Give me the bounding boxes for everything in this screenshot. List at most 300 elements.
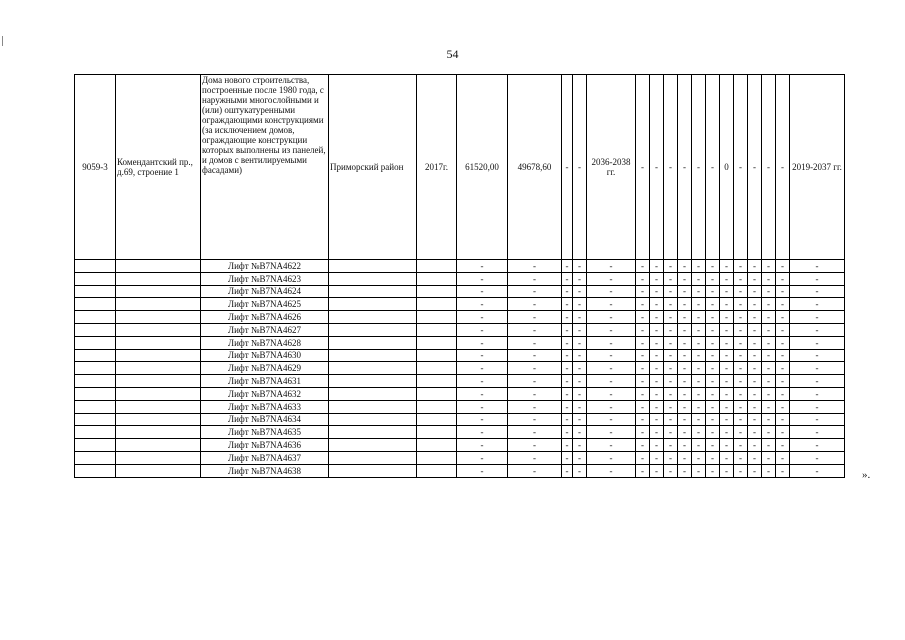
empty-cell: [116, 272, 201, 285]
empty-cell: [75, 323, 116, 336]
empty-cell: [116, 349, 201, 362]
dash-cell: -: [508, 451, 562, 464]
dash-cell: -: [508, 439, 562, 452]
dash-cell: -: [587, 375, 636, 388]
dash-cell: -: [562, 426, 573, 439]
empty-cell: [75, 285, 116, 298]
dash-cell: -: [587, 260, 636, 273]
total-area: 61520,00: [457, 75, 508, 260]
dash-cell: -: [692, 336, 706, 349]
dash-cell: -: [776, 464, 790, 477]
dash-cell: -: [650, 323, 664, 336]
dash-cell: -: [748, 451, 762, 464]
dash-cell: -: [562, 387, 573, 400]
dash-cell: -: [706, 439, 720, 452]
dash-cell: -: [587, 336, 636, 349]
dash-cell: -: [762, 272, 776, 285]
dash-cell: -: [762, 260, 776, 273]
dash-cell: -: [678, 464, 692, 477]
dash-cell: -: [508, 323, 562, 336]
dash-cell: -: [587, 439, 636, 452]
dash-cell: -: [706, 272, 720, 285]
dash-cell: -: [573, 349, 587, 362]
dash-cell: -: [762, 323, 776, 336]
dash-cell: -: [587, 400, 636, 413]
dash-cell: -: [776, 387, 790, 400]
lift-name: Лифт №B7NA4625: [201, 298, 329, 311]
dash-cell: -: [678, 349, 692, 362]
lift-name: Лифт №B7NA4623: [201, 272, 329, 285]
lift-name: Лифт №B7NA4622: [201, 260, 329, 273]
lift-row: [75, 298, 845, 311]
dash-cell: -: [457, 400, 508, 413]
dash-cell: -: [762, 464, 776, 477]
dash-cell: -: [692, 272, 706, 285]
dash-cell: -: [734, 260, 748, 273]
dash-cell: -: [762, 362, 776, 375]
dash-cell: -: [587, 426, 636, 439]
empty-cell: [116, 285, 201, 298]
dash-cell: -: [678, 336, 692, 349]
dash-cell: -: [562, 413, 573, 426]
lift-row: [75, 426, 845, 439]
dash-cell: -: [692, 285, 706, 298]
dash-cell: -: [706, 260, 720, 273]
empty-cell: [75, 349, 116, 362]
dash-cell: -: [692, 464, 706, 477]
lift-name: Лифт №B7NA4636: [201, 439, 329, 452]
dash-cell: -: [573, 311, 587, 324]
page-number: 54: [446, 47, 459, 61]
dash-cell: -: [720, 464, 734, 477]
empty-cell: [75, 464, 116, 477]
dash-cell: -: [776, 285, 790, 298]
building-description: Дома нового строительства, построенные после 1980 года, с наружными многослойными и (или) оштукатуренными ограждающими конструкциями (за исключением домов, ограждающие конструкции которых выполнены из панелей, и домов с вентилируемыми фасадами): [201, 75, 329, 260]
lift-row: [75, 260, 845, 273]
lift-name: Лифт №B7NA4633: [201, 400, 329, 413]
dash-cell: -: [650, 400, 664, 413]
dash-cell: -: [562, 298, 573, 311]
empty-cell: [417, 285, 457, 298]
dash-cell: -: [457, 464, 508, 477]
empty-cell: [329, 323, 417, 336]
dash-cell: -: [678, 439, 692, 452]
dash-cell: -: [790, 400, 845, 413]
dash-cell: -: [776, 426, 790, 439]
dash-cell: -: [706, 387, 720, 400]
dash-cell: -: [748, 387, 762, 400]
dash-cell: -: [678, 375, 692, 388]
dash-cell: -: [734, 272, 748, 285]
dash-cell: -: [457, 451, 508, 464]
empty-cell: [329, 260, 417, 273]
empty-cell: [329, 413, 417, 426]
dash-cell: -: [734, 323, 748, 336]
dash-cell: -: [508, 311, 562, 324]
dash-cell: -: [650, 375, 664, 388]
dash-cell: -: [720, 451, 734, 464]
dash-cell: -: [573, 375, 587, 388]
dash-cell: -: [748, 323, 762, 336]
dash-cell: -: [562, 362, 573, 375]
dash-cell: -: [678, 451, 692, 464]
dash-cell: -: [790, 285, 845, 298]
empty-cell: [116, 362, 201, 375]
dash-cell: -: [664, 285, 678, 298]
service-cell: -: [692, 75, 706, 260]
dash-cell: -: [776, 260, 790, 273]
service-cell: -: [664, 75, 678, 260]
dash-cell: -: [790, 311, 845, 324]
dash-cell: -: [706, 298, 720, 311]
dash-cell: -: [720, 323, 734, 336]
building-id: 9059-3: [75, 75, 116, 260]
dash-cell: -: [573, 362, 587, 375]
empty-cell: [329, 311, 417, 324]
lift-row: [75, 323, 845, 336]
dash-cell: -: [664, 464, 678, 477]
dash-cell: -: [678, 413, 692, 426]
lift-row: [75, 349, 845, 362]
lift-row: [75, 387, 845, 400]
lift-row: [75, 400, 845, 413]
empty-cell: [116, 413, 201, 426]
empty-cell: [116, 323, 201, 336]
dash-cell: -: [734, 439, 748, 452]
empty-cell: [417, 260, 457, 273]
dash-cell: -: [650, 285, 664, 298]
dash-cell: -: [664, 336, 678, 349]
building-year: 2017г.: [417, 75, 457, 260]
service-cell: -: [678, 75, 692, 260]
empty-cell: [417, 298, 457, 311]
empty-cell: [116, 311, 201, 324]
building-row: [75, 75, 845, 260]
dash-cell: -: [720, 387, 734, 400]
empty-cell: [329, 439, 417, 452]
dash-cell: -: [562, 349, 573, 362]
dash-cell: -: [457, 323, 508, 336]
dash-cell: -: [636, 285, 650, 298]
dash-cell: -: [457, 362, 508, 375]
lift-row: [75, 336, 845, 349]
dash-cell: -: [776, 375, 790, 388]
dash-cell: -: [790, 349, 845, 362]
lift-name: Лифт №B7NA4624: [201, 285, 329, 298]
empty-cell: [417, 272, 457, 285]
dash-cell: -: [573, 387, 587, 400]
empty-cell: [75, 426, 116, 439]
dash-cell: -: [748, 311, 762, 324]
dash-cell: -: [790, 439, 845, 452]
dash-cell: -: [457, 387, 508, 400]
lift-row: [75, 272, 845, 285]
dash-cell: -: [790, 362, 845, 375]
dash-cell: -: [762, 298, 776, 311]
dash-cell: -: [508, 375, 562, 388]
dash-cell: -: [650, 298, 664, 311]
dash-cell: -: [692, 311, 706, 324]
dash-cell: -: [636, 387, 650, 400]
dash-cell: -: [720, 375, 734, 388]
dash-cell: -: [457, 311, 508, 324]
dash-cell: -: [776, 451, 790, 464]
lift-name: Лифт №B7NA4630: [201, 349, 329, 362]
lift-name: Лифт №B7NA4626: [201, 311, 329, 324]
dash-cell: -: [650, 349, 664, 362]
lift-row: [75, 285, 845, 298]
dash-cell: -: [734, 285, 748, 298]
empty-cell: [329, 464, 417, 477]
dash-cell: -: [734, 413, 748, 426]
lift-row: [75, 375, 845, 388]
dash-cell: -: [562, 400, 573, 413]
dash-cell: -: [776, 311, 790, 324]
dash-cell: -: [678, 323, 692, 336]
lift-row: [75, 464, 845, 477]
dash-cell: -: [776, 349, 790, 362]
service-cell: -: [762, 75, 776, 260]
dash-cell: -: [720, 285, 734, 298]
dash-cell: -: [790, 260, 845, 273]
empty-cell: [417, 349, 457, 362]
dash-cell: -: [720, 272, 734, 285]
dash-cell: -: [636, 311, 650, 324]
dash-cell: -: [573, 285, 587, 298]
empty-cell: [116, 375, 201, 388]
dash-cell: -: [508, 336, 562, 349]
empty-cell: [75, 311, 116, 324]
empty-cell: [116, 260, 201, 273]
dash-cell: -: [562, 285, 573, 298]
dash-cell: -: [636, 451, 650, 464]
dash-cell: -: [678, 298, 692, 311]
dash-cell: -: [664, 298, 678, 311]
empty-cell: [329, 375, 417, 388]
dash-cell: -: [457, 375, 508, 388]
dash-cell: -: [508, 260, 562, 273]
dash-cell: -: [720, 260, 734, 273]
dash-cell: -: [562, 311, 573, 324]
lift-name: Лифт №B7NA4632: [201, 387, 329, 400]
empty-cell: [329, 362, 417, 375]
dash-cell: -: [573, 336, 587, 349]
lift-name: Лифт №B7NA4637: [201, 451, 329, 464]
dash-cell: -: [562, 439, 573, 452]
dash-cell: -: [587, 387, 636, 400]
dash-cell: -: [776, 400, 790, 413]
dash-cell: -: [720, 336, 734, 349]
dash-cell: -: [748, 260, 762, 273]
dash-cell: -: [776, 336, 790, 349]
dash-cell: -: [734, 426, 748, 439]
dash-cell: -: [664, 400, 678, 413]
dash-cell: -: [562, 260, 573, 273]
dash-cell: -: [457, 260, 508, 273]
dash-cell: -: [457, 336, 508, 349]
lift-name: Лифт №B7NA4635: [201, 426, 329, 439]
dash-cell: -: [706, 375, 720, 388]
dash-cell: -: [573, 413, 587, 426]
dash-cell: -: [664, 451, 678, 464]
dash-cell: -: [650, 439, 664, 452]
dash-cell: -: [587, 298, 636, 311]
empty-cell: [75, 400, 116, 413]
dash-cell: -: [650, 387, 664, 400]
dash-cell: -: [650, 260, 664, 273]
dash-cell: -: [748, 336, 762, 349]
dash-cell: -: [508, 298, 562, 311]
dash-cell: -: [457, 439, 508, 452]
service-cell: -: [636, 75, 650, 260]
dash-cell: -: [692, 439, 706, 452]
dash-cell: -: [562, 323, 573, 336]
dash-cell: -: [776, 323, 790, 336]
dash-cell: -: [573, 298, 587, 311]
lift-name: Лифт №B7NA4631: [201, 375, 329, 388]
dash-cell: -: [720, 413, 734, 426]
dash-cell: -: [508, 464, 562, 477]
empty-cell: [116, 298, 201, 311]
dash-cell: -: [678, 362, 692, 375]
dash-cell: -: [636, 336, 650, 349]
dash-cell: -: [664, 323, 678, 336]
empty-cell: [116, 400, 201, 413]
empty-cell: [417, 387, 457, 400]
dash-cell: -: [706, 464, 720, 477]
dash-cell: -: [508, 400, 562, 413]
dash-cell: -: [573, 439, 587, 452]
dash-cell: -: [508, 426, 562, 439]
dash-cell: -: [762, 400, 776, 413]
empty-cell: [116, 387, 201, 400]
dash-cell: -: [734, 375, 748, 388]
dash-cell: -: [748, 426, 762, 439]
scan-margin-mark: [2, 36, 3, 46]
dash-cell: -: [706, 336, 720, 349]
dash-cell: -: [457, 298, 508, 311]
lift-name: Лифт №B7NA4628: [201, 336, 329, 349]
dash-cell: -: [720, 400, 734, 413]
empty-cell: [329, 426, 417, 439]
dash-cell: -: [776, 298, 790, 311]
dash-cell: -: [562, 272, 573, 285]
dash-cell: -: [636, 298, 650, 311]
dash-cell: -: [562, 451, 573, 464]
repair-period: 2036-2038 гг.: [587, 75, 636, 260]
dash-cell: -: [790, 451, 845, 464]
dash-cell: -: [636, 272, 650, 285]
service-cell: 0: [720, 75, 734, 260]
dash-cell: -: [508, 285, 562, 298]
dash-cell: -: [776, 413, 790, 426]
dash-cell: -: [664, 311, 678, 324]
dash-cell: -: [734, 400, 748, 413]
dash-cell: -: [457, 349, 508, 362]
dash-cell: -: [573, 272, 587, 285]
empty-cell: [329, 298, 417, 311]
dash-cell: -: [636, 349, 650, 362]
dash-cell: -: [734, 464, 748, 477]
dash-cell: -: [748, 439, 762, 452]
dash-cell: -: [762, 375, 776, 388]
dash-cell: -: [587, 362, 636, 375]
dash-cell: -: [678, 311, 692, 324]
empty-cell: [75, 336, 116, 349]
dash-cell: -: [587, 285, 636, 298]
empty-cell: [75, 451, 116, 464]
dash-cell: -: [678, 426, 692, 439]
building-district: Приморский район: [329, 75, 417, 260]
dash-cell: -: [636, 413, 650, 426]
dash-cell: -: [650, 336, 664, 349]
dash-cell: -: [706, 311, 720, 324]
dash-cell: -: [720, 349, 734, 362]
dash-cell: -: [748, 362, 762, 375]
empty-cell: [329, 400, 417, 413]
dash-cell: -: [720, 426, 734, 439]
empty-cell: [329, 336, 417, 349]
empty-cell: [329, 451, 417, 464]
dash-cell: -: [664, 387, 678, 400]
dash-cell: -: [678, 400, 692, 413]
dash-cell: -: [636, 375, 650, 388]
dash-cell: -: [562, 375, 573, 388]
housing-register-table: [74, 74, 845, 478]
empty-cell: [417, 400, 457, 413]
dash-cell: -: [650, 413, 664, 426]
dash-cell: -: [720, 311, 734, 324]
empty-cell: [116, 464, 201, 477]
dash-cell: -: [508, 349, 562, 362]
dash-cell: -: [678, 387, 692, 400]
dash-cell: -: [706, 400, 720, 413]
empty-cell: [417, 464, 457, 477]
dash-cell: -: [762, 451, 776, 464]
dash-cell: -: [720, 439, 734, 452]
dash-cell: -: [573, 400, 587, 413]
dash-cell: -: [636, 464, 650, 477]
empty-cell: [75, 413, 116, 426]
lift-row: [75, 362, 845, 375]
empty-cell: [417, 375, 457, 388]
empty-cell: [417, 439, 457, 452]
lift-row: [75, 451, 845, 464]
dash-cell: -: [706, 362, 720, 375]
dash-cell: -: [762, 285, 776, 298]
dash-cell: -: [650, 451, 664, 464]
dash-cell: -: [706, 323, 720, 336]
dash-cell: -: [508, 387, 562, 400]
dash-cell: -: [573, 464, 587, 477]
dash-cell: -: [692, 323, 706, 336]
empty-cell: [417, 323, 457, 336]
dash-cell: -: [692, 451, 706, 464]
lift-row: [75, 413, 845, 426]
dash-cell: -: [587, 413, 636, 426]
dash-cell: -: [692, 375, 706, 388]
dash-cell: -: [636, 439, 650, 452]
empty-cell: [75, 362, 116, 375]
lift-row: [75, 439, 845, 452]
cell-c8: -: [562, 75, 573, 260]
empty-cell: [75, 375, 116, 388]
dash-cell: -: [508, 362, 562, 375]
service-cell: -: [706, 75, 720, 260]
dash-cell: -: [692, 413, 706, 426]
dash-cell: -: [790, 336, 845, 349]
building-address: Комендантский пр., д.69, строение 1: [116, 75, 201, 260]
